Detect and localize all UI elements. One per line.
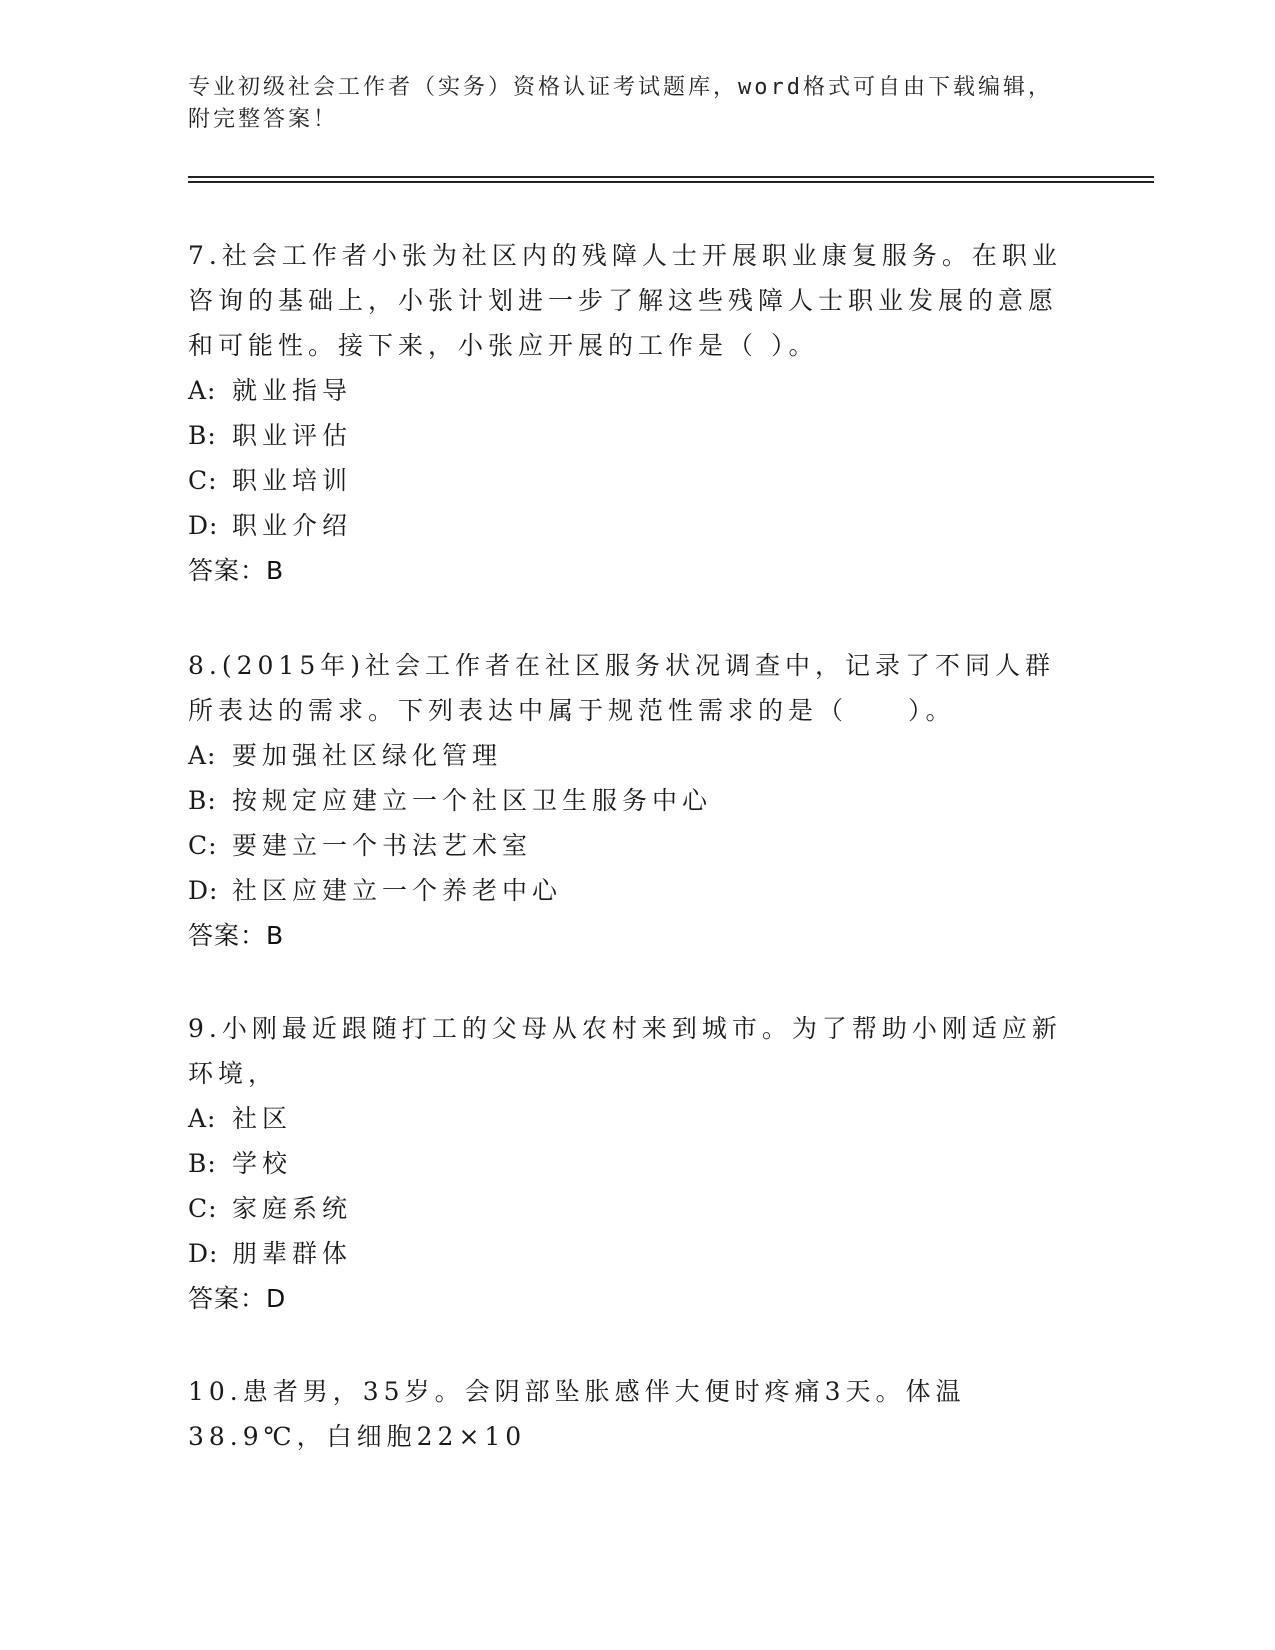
answer-line: 答案：B	[188, 921, 285, 950]
question-10	[188, 1369, 1068, 1459]
option-key: B:	[188, 1149, 217, 1178]
option-text: 要加强社区绿化管理	[232, 741, 503, 770]
option-text: 朋辈群体	[232, 1239, 353, 1268]
option-c	[188, 1186, 1068, 1231]
answer-line: 答案：D	[188, 1284, 287, 1313]
option-key: A:	[188, 1104, 217, 1133]
option-c	[188, 458, 1068, 503]
question-stem: 8.(2015年)社会工作者在社区服务状况调查中，记录了不同人群所表达的需求。下列表达中属于规范性需求的是（ ）。	[188, 651, 1055, 725]
option-key: C:	[188, 1194, 218, 1223]
option-text: 职业培训	[232, 466, 353, 495]
question-8	[188, 643, 1068, 958]
option-d	[188, 868, 1068, 913]
option-key: D:	[188, 876, 219, 905]
option-text: 职业介绍	[232, 511, 353, 540]
option-text: 社区应建立一个养老中心	[232, 876, 563, 905]
option-c	[188, 823, 1068, 868]
option-b	[188, 1141, 1068, 1186]
option-text: 学校	[232, 1149, 293, 1178]
option-key: C:	[188, 466, 218, 495]
option-key: C:	[188, 831, 218, 860]
option-text: 家庭系统	[232, 1194, 353, 1223]
question-stem: 7.社会工作者小张为社区内的残障人士开展职业康复服务。在职业咨询的基础上，小张计划进一步了解这些残障人士职业发展的意愿和可能性。接下来，小张应开展的工作是（ ）。	[188, 241, 1062, 360]
answer-line: 答案：B	[188, 556, 285, 585]
option-text: 按规定应建立一个社区卫生服务中心	[232, 786, 713, 815]
option-a	[188, 368, 1068, 413]
option-a	[188, 1096, 1068, 1141]
option-text: 就业指导	[232, 376, 353, 405]
option-text: 职业评估	[232, 421, 353, 450]
option-d	[188, 1231, 1068, 1276]
header-divider-top	[188, 176, 1154, 178]
option-key: A:	[188, 741, 217, 770]
option-a	[188, 733, 1068, 778]
question-9	[188, 1006, 1068, 1321]
question-stem: 10.患者男，35岁。会阴部坠胀感伴大便时疼痛3天。体温38.9℃，白细胞22×10	[188, 1377, 966, 1451]
option-key: A:	[188, 376, 217, 405]
option-text: 要建立一个书法艺术室	[232, 831, 533, 860]
option-key: D:	[188, 511, 219, 540]
option-text: 社区	[232, 1104, 293, 1133]
option-key: B:	[188, 786, 217, 815]
document-header: 专业初级社会工作者（实务）资格认证考试题库，word格式可自由下载编辑，附完整答案！	[188, 75, 1053, 132]
option-b	[188, 778, 1068, 823]
question-7	[188, 233, 1068, 593]
question-stem: 9.小刚最近跟随打工的父母从农村来到城市。为了帮助小刚适应新环境，	[188, 1014, 1062, 1088]
option-key: B:	[188, 421, 217, 450]
option-key: D:	[188, 1239, 219, 1268]
option-b	[188, 413, 1068, 458]
option-d	[188, 503, 1068, 548]
header-divider-bottom	[188, 181, 1154, 183]
